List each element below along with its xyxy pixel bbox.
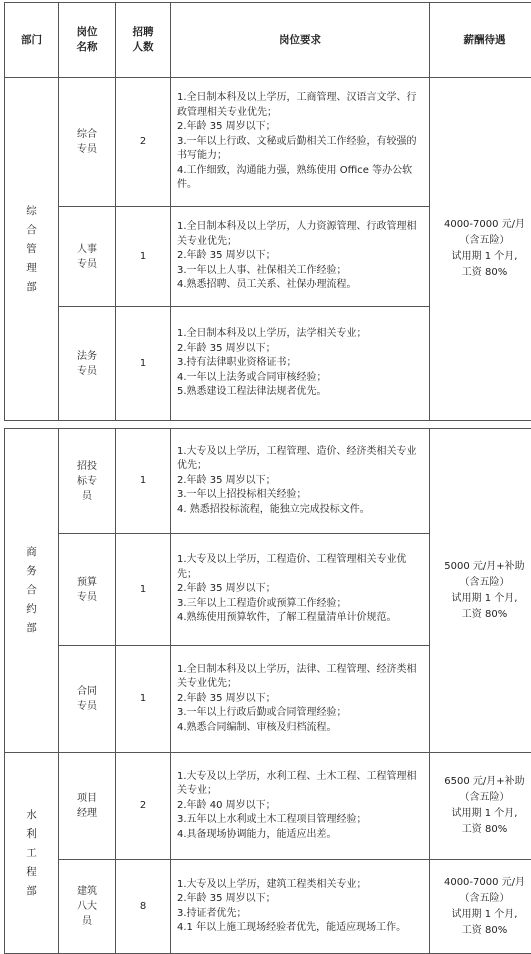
table-row bbox=[5, 429, 531, 534]
header-row bbox=[5, 3, 531, 78]
header-requirements: 岗位要求 bbox=[171, 3, 430, 78]
position-cell: 人事 专员 bbox=[59, 207, 116, 307]
header-position: 岗位 名称 bbox=[59, 3, 116, 78]
count-cell: 2 bbox=[116, 753, 171, 860]
recruitment-table-wrapper bbox=[4, 2, 526, 954]
count-cell: 1 bbox=[116, 207, 171, 307]
count-cell: 1 bbox=[116, 429, 171, 534]
count-cell: 1 bbox=[116, 646, 171, 753]
table-row bbox=[5, 860, 531, 954]
recruitment-table bbox=[4, 2, 531, 954]
position-cell: 合同 专员 bbox=[59, 646, 116, 753]
table-row bbox=[5, 78, 531, 207]
position-cell: 招投 标专 员 bbox=[59, 429, 116, 534]
salary-cell: 4000-7000 元/月 （含五险） 试用期 1 个月, 工资 80% bbox=[430, 78, 531, 421]
position-cell: 法务 专员 bbox=[59, 307, 116, 421]
count-cell: 1 bbox=[116, 307, 171, 421]
salary-cell: 5000 元/月+补助 （含五险） 试用期 1 个月, 工资 80% bbox=[430, 429, 531, 753]
requirements-cell: 1.全日制本科及以上学历，人力资源管理、行政管理相关专业优先； 2.年龄 35 周岁以下； 3.一年以上人事、社保相关工作经验； 4.熟悉招聘、员工关系、社保办理流程。 bbox=[171, 207, 430, 307]
position-cell: 预算 专员 bbox=[59, 534, 116, 646]
requirements-cell: 1.全日制本科及以上学历，工商管理、汉语言文学、行政管理相关专业优先； 2.年龄 35 周岁以下； 3.一年以上行政、文秘或后勤相关工作经验，有较强的书写能力； 4.工作细致，沟通能力强，熟练使用 Office 等办公软件。 bbox=[171, 78, 430, 207]
position-cell: 综合 专员 bbox=[59, 78, 116, 207]
requirements-cell: 1.全日制本科及以上学历，法学相关专业； 2.年龄 35 周岁以下； 3.持有法律职业资格证书； 4.一年以上法务或合同审核经验； 5.熟悉建设工程法律法规者优先。 bbox=[171, 307, 430, 421]
section-gap bbox=[5, 421, 531, 429]
position-cell: 建筑 八大 员 bbox=[59, 860, 116, 954]
header-dept: 部门 bbox=[5, 3, 59, 78]
requirements-cell: 1.大专及以上学历，建筑工程类相关专业； 2.年龄 35 周岁以下； 3.持证者优先； 4.1 年以上施工现场经验者优先，能适应现场工作。 bbox=[171, 860, 430, 954]
dept-cell: 商 务 合 约 部 bbox=[5, 429, 59, 753]
requirements-cell: 1.大专及以上学历，工程造价、工程管理相关专业优先； 2.年龄 35 周岁以下； 3.三年以上工程造价或预算工作经验； 4.熟练使用预算软件，了解工程量清单计价规范。 bbox=[171, 534, 430, 646]
dept-cell: 综 合 管 理 部 bbox=[5, 78, 59, 421]
salary-cell: 4000-7000 元/月 （含五险） 试用期 1 个月, 工资 80% bbox=[430, 860, 531, 954]
position-cell: 项目 经理 bbox=[59, 753, 116, 860]
count-cell: 2 bbox=[116, 78, 171, 207]
requirements-cell: 1.全日制本科及以上学历，法律、工程管理、经济类相关专业优先； 2.年龄 35 周岁以下； 3.一年以上行政后勤或合同管理经验； 4.熟悉合同编制、审核及归档流程。 bbox=[171, 646, 430, 753]
header-salary: 薪酬待遇 bbox=[430, 3, 531, 78]
salary-cell: 6500 元/月+补助 （含五险） 试用期 1 个月, 工资 80% bbox=[430, 753, 531, 860]
requirements-cell: 1.大专及以上学历，水利工程、土木工程、工程管理相关专业； 2.年龄 40 周岁以下； 3.五年以上水利或土木工程项目管理经验； 4.具备现场协调能力，能适应出差。 bbox=[171, 753, 430, 860]
count-cell: 8 bbox=[116, 860, 171, 954]
header-count: 招聘 人数 bbox=[116, 3, 171, 78]
count-cell: 1 bbox=[116, 534, 171, 646]
dept-cell: 水 利 工 程 部 bbox=[5, 753, 59, 954]
table-row bbox=[5, 753, 531, 860]
requirements-cell: 1.大专及以上学历，工程管理、造价、经济类相关专业优先； 2.年龄 35 周岁以下； 3.一年以上招投标相关经验； 4. 熟悉招投标流程，能独立完成投标文件。 bbox=[171, 429, 430, 534]
